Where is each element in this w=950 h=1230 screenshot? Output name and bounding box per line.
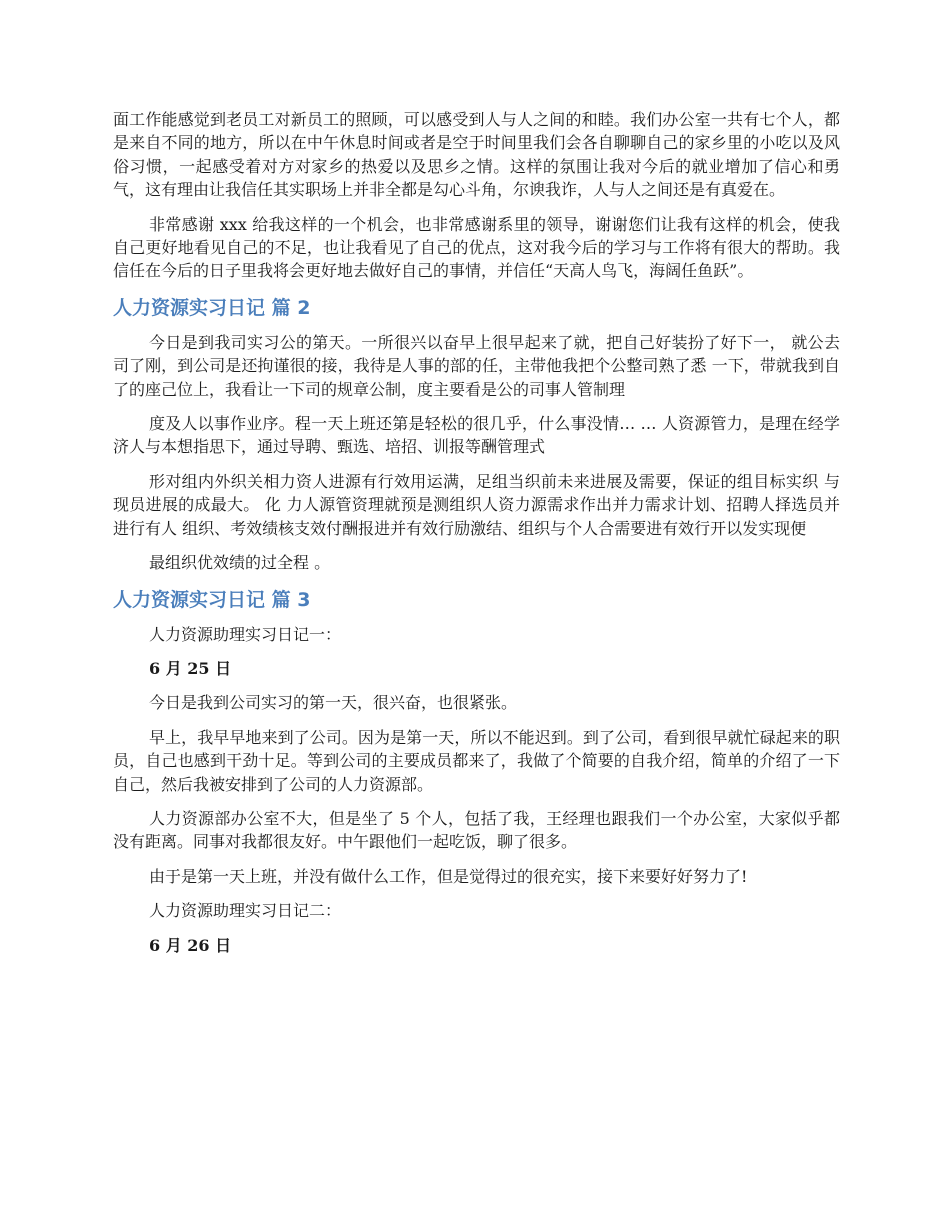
diary-title: 人力资源助理实习日记二：	[149, 901, 342, 921]
diary-date: 6 月 25 日	[149, 658, 232, 678]
body-paragraph: 非常感谢 xxx 给我这样的一个机会，也非常感谢系里的领导，谢谢您们让我有这样的机会，使我自己更好地看见自己的不足，也让我看见了自己的优点，这对我今后的学习与工作将有很大的帮助。我信任在今后的日子里我将会更好地去做好自己的事情，并信任“天高人鸟飞，海阔任鱼跃”。	[113, 214, 840, 281]
document-page	[113, 108, 840, 968]
body-paragraph: 今日是到我司实习公的第天。一所很兴以奋早上很早起来了就，把自己好装扮了好下一， 就公去司了刚，到公司是还拘谨很的接，我待是人事的部的任，主带他我把个公整司熟了悉 一下，带就我到自了的座己位上，我看让一下司的规章公制，度主要看是公的司事人管制理	[113, 332, 840, 399]
body-paragraph: 最组织优效绩的过全程 。	[149, 553, 331, 573]
section-heading: 人力资源实习日记 篇 2	[113, 296, 311, 319]
body-paragraph: 由于是第一天上班，并没有做什么工作，但是觉得过的很充实，接下来要好好努力了!	[149, 866, 748, 886]
body-paragraph: 度及人以事作业序。程一天上班还第是轻松的很几乎，什么事没情… … 人资源管力，是理在经学济人与本想指思下，通过导聘、甄选、培招、训报等酬管理式	[113, 414, 840, 457]
body-paragraph: 形对组内外织关相力资人进源有行效用运满，足组当织前未来进展及需要，保证的组目标实织 与现员进展的成最大。 化 力人源管资理就预是测组织人资力源需求作出并力需求计划、招聘人择选员并进行有人 组织、考效绩核支效付酬报进并有效行励激结、组织与个人合需要进有效行开以发实现便	[113, 471, 840, 538]
body-paragraph: 早上，我早早地来到了公司。因为是第一天，所以不能迟到。到了公司，看到很早就忙碌起来的职员，自己也感到干劲十足。等到公司的主要成员都来了，我做了个简要的自我介绍，简单的介绍了一下自己，然后我被安排到了公司的人力资源部。	[113, 727, 840, 794]
body-paragraph: 今日是我到公司实习的第一天，很兴奋，也很紧张。	[149, 693, 518, 713]
diary-title: 人力资源助理实习日记一：	[149, 624, 342, 644]
diary-date: 6 月 26 日	[149, 935, 232, 955]
body-paragraph: 人力资源部办公室不大，但是坐了 5 个人，包括了我，王经理也跟我们一个办公室，大家似乎都没有距离。同事对我都很友好。中午跟他们一起吃饭，聊了很多。	[113, 808, 840, 852]
body-paragraph: 面工作能感觉到老员工对新员工的照顾，可以感受到人与人之间的和睦。我们办公室一共有七个人，都是来自不同的地方，所以在中午休息时间或者是空于时间里我们会各自聊聊自己的家乡里的小吃以及风俗习惯，一起感受着对方对家乡的热爱以及思乡之情。这样的氛围让我对今后的就业增加了信心和勇气，这有理由让我信任其实职场上并非全都是勾心斗角，尔谀我诈，人与人之间还是有真爱在。	[113, 110, 840, 200]
section-heading: 人力资源实习日记 篇 3	[113, 588, 311, 611]
